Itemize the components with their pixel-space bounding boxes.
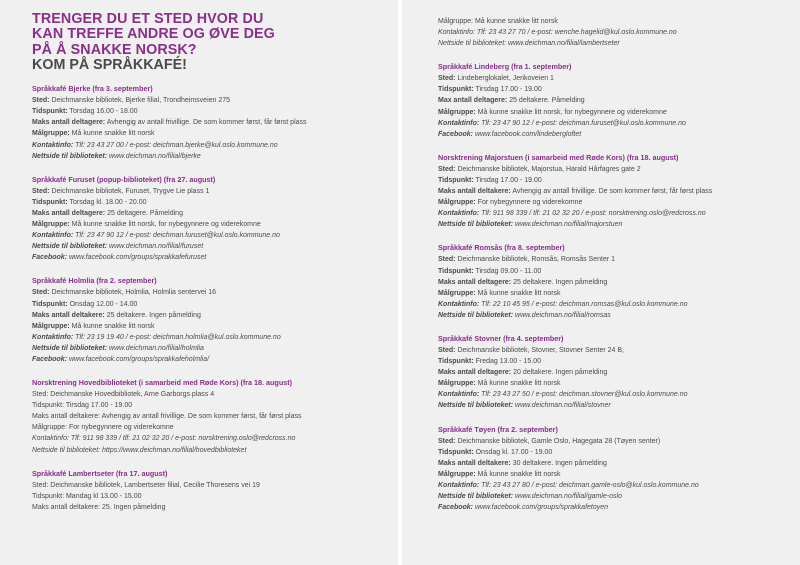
page-subheadline: KOM PÅ SPRÅKKAFÉ!	[32, 56, 187, 73]
entry-line-value: Torsdag kl. 18.00 - 20.00	[67, 198, 147, 206]
entry-line-label: Sted:	[438, 437, 456, 445]
entry-line	[438, 16, 790, 27]
entry-line-label: Facebook:	[32, 355, 68, 363]
entry-line	[32, 332, 384, 343]
entry-line	[32, 480, 384, 491]
entry-line	[32, 151, 384, 162]
entry-line-value: www.facebook.com/lindebergloftet	[473, 130, 582, 138]
entry-line-value: www.facebook.com/groups/sprakkafefuruset	[67, 254, 207, 262]
entry-line-label: Facebook:	[438, 130, 474, 138]
entry-line-value: Nettside til biblioteket: https://www.deichman.no/filial/hovedbiblioteket	[32, 446, 247, 454]
entry-line	[438, 118, 790, 129]
entry-line-value: Kontaktinfo: Tlf: 911 98 339 / tlf: 21 02 32 20 / e-post: norsktrening.oslo@redcross.no	[32, 435, 296, 443]
entry-line	[438, 447, 790, 458]
entry-line-label: Målgruppe:	[438, 199, 476, 207]
entry-line	[438, 288, 790, 299]
entry-line	[438, 266, 790, 277]
entry-line-label: Maks antall deltagere:	[438, 369, 512, 377]
entry-line	[32, 422, 384, 433]
entry-line	[438, 38, 790, 49]
entry-title: Språkkafé Stovner (fra 4. september)	[438, 333, 564, 343]
entry-line-value: 25 deltakere. Ingen påmelding	[511, 278, 608, 286]
entry-title: Språkkafé Romsås (fra 8. september)	[438, 243, 565, 253]
headline-line: PÅ Å SNAKKE NORSK?	[32, 41, 197, 58]
cafe-entry	[438, 152, 790, 231]
right-entry-list	[438, 16, 790, 513]
entry-line-label: Facebook:	[438, 504, 474, 512]
entry-line-value: Tlf: 23 43 27 50 / e-post: deichman.stovner@kul.oslo.kommune.no	[479, 391, 688, 399]
entry-line-value: Deichmanske bibliotek, Furuset, Trygve Lie plass 1	[49, 187, 210, 195]
entry-line-label: Målgruppe:	[438, 380, 476, 388]
entry-line-label: Maks antall deltakere:	[438, 188, 511, 196]
entry-line	[438, 389, 790, 400]
entry-line-value: 25 deltakere. Påmelding	[507, 97, 585, 105]
entry-line-value: Onsdag 12.00 - 14.00	[67, 300, 138, 308]
entry-title: Norsktrening Hovedbiblioteket (i samarbeid med Røde Kors) (fra 18. august)	[32, 378, 292, 388]
headline-line: KAN TREFFE ANDRE OG ØVE DEG	[32, 26, 275, 43]
entry-line-value: Sted: Deichmanske Hovedbibliotek, Arne Garborgs plass 4	[32, 391, 215, 399]
entry-line-value: Maks antall deltakere: Avhengig av antall frivillige. De som kommer først, får først plass	[32, 413, 302, 421]
entry-line-value: Tlf: 23 19 19 40 / e-post: deichman.holmlia@kul.oslo.kommune.no	[73, 333, 281, 341]
cafe-entry	[32, 468, 384, 513]
entry-line-value: Må kunne snakke litt norsk, for nybegynnere og viderekomne	[475, 108, 667, 116]
entry-line-label: Max antall deltagere:	[438, 97, 508, 105]
entry-line	[32, 230, 384, 241]
entry-line-value: 25 deltagere. Påmelding	[105, 209, 183, 217]
entry-line-label: Maks antall deltakere:	[438, 459, 511, 467]
entry-line-label: Nettside til biblioteket:	[438, 402, 514, 410]
entry-line-value: Tlf: 22 10 45 95 / e-post: deichman.romsas@kul.oslo.kommune.no	[479, 300, 688, 308]
left-entry-list	[32, 83, 384, 513]
entry-line-label: Målgruppe:	[438, 470, 476, 478]
entry-line-value: www.deichman.no/filial/romsas	[513, 311, 611, 319]
cafe-entry	[438, 333, 790, 412]
entry-line	[32, 186, 384, 197]
entry-line	[438, 277, 790, 288]
entry-line-value: www.deichman.no/filial/majorstuen	[513, 221, 623, 229]
entry-line	[32, 287, 384, 298]
cafe-entry	[438, 16, 790, 49]
cafe-entry	[32, 377, 384, 456]
entry-line	[438, 219, 790, 230]
entry-line-value: Må kunne snakke litt norsk	[69, 130, 155, 138]
cafe-entry	[438, 61, 790, 140]
entry-line-value: Må kunne snakke litt norsk	[475, 470, 561, 478]
entry-line-label: Nettside til biblioteket:	[438, 493, 514, 500]
entry-line	[438, 175, 790, 186]
entry-title: Språkkafé Lindeberg (fra 1. september)	[438, 62, 572, 72]
entry-line	[438, 107, 790, 118]
entry-line	[438, 491, 790, 502]
entry-line	[438, 73, 790, 84]
entry-line	[438, 164, 790, 175]
entry-line-label: Kontaktinfo:	[32, 333, 74, 341]
entry-line	[32, 310, 384, 321]
entry-line	[32, 117, 384, 128]
entry-line-label: Kontaktinfo:	[438, 391, 480, 399]
entry-line	[32, 252, 384, 263]
entry-line-label: Målgruppe:	[32, 221, 70, 229]
entry-line	[32, 197, 384, 208]
entry-line-label: Nettside til biblioteket:	[32, 243, 108, 251]
entry-line	[438, 367, 790, 378]
entry-line-label: Kontaktinfo:	[438, 210, 480, 218]
entry-line-value: Tlf: 911 98 339 / tlf: 21 02 32 20 / e-post: norsktrening.oslo@redcross.no	[479, 210, 706, 218]
entry-line-label: Kontaktinfo:	[438, 481, 480, 489]
entry-line-label: Tidspunkt:	[438, 176, 474, 184]
entry-line-value: Målgruppe: For nybegynnere og viderekomne	[32, 424, 174, 432]
left-column	[32, 12, 384, 525]
entry-line-value: www.deichman.no/filial/furuset	[107, 243, 204, 251]
cafe-entry	[32, 174, 384, 264]
entry-line-value: Tidspunkt: Mandag kl 13.00 - 15.00	[32, 492, 142, 500]
entry-line-value: Må kunne snakke litt norsk	[69, 322, 155, 330]
entry-line-value: Onsdag kl. 17.00 - 19.00	[473, 448, 553, 456]
entry-line-value: Målgruppe: Må kunne snakke litt norsk	[438, 18, 558, 25]
entry-line-label: Nettside til biblioteket:	[32, 152, 108, 160]
entry-line-value: Avhengig av antall frivillige. De som kommer først, får først plass	[105, 119, 307, 127]
entry-line	[32, 411, 384, 422]
entry-line-label: Tidspunkt:	[438, 86, 474, 94]
entry-title: Språkkafé Lambertseter (fra 17. august)	[32, 468, 168, 478]
entry-line-value: Tirsdag 17.00 - 19.00	[473, 176, 542, 184]
entry-line-value: Må kunne snakke litt norsk, for nybegynnere og viderekomne	[69, 221, 261, 229]
entry-line-value: 20 deltakere. Ingen påmelding	[511, 369, 608, 377]
entry-line	[438, 458, 790, 469]
cafe-entry	[32, 275, 384, 365]
entry-line	[32, 389, 384, 400]
entry-line-value: 30 deltakere. Ingen påmelding	[510, 459, 607, 467]
entry-line-value: Må kunne snakke litt norsk	[475, 289, 561, 297]
entry-line-label: Nettside til biblioteket:	[438, 311, 514, 319]
entry-line-label: Facebook:	[32, 254, 68, 262]
entry-line	[438, 27, 790, 38]
entry-line-value: 25 deltakere. Ingen påmelding	[104, 311, 201, 319]
entry-line	[32, 208, 384, 219]
entry-line-value: Torsdag 16.00 - 18.00	[67, 108, 138, 116]
entry-line-label: Tidspunkt:	[32, 300, 68, 308]
entry-line	[438, 299, 790, 310]
entry-line	[32, 343, 384, 354]
entry-line-label: Sted:	[32, 97, 50, 105]
entry-line-value: Må kunne snakke litt norsk	[475, 380, 561, 388]
entry-line-value: Maks antall deltakere: 25. Ingen påmelding	[32, 503, 166, 511]
entry-line	[438, 310, 790, 321]
entry-line-label: Kontaktinfo:	[438, 119, 480, 127]
entry-line-value: Tlf: 23 47 90 12 / e-post: deichman.furuset@kul.oslo.kommune.no	[73, 232, 280, 240]
entry-line-value: Tirsdag 17.00 - 19.00	[473, 86, 542, 94]
entry-line-value: Avhengig av antall frivillige. De som kommer først, får først plass	[510, 188, 713, 196]
entry-line	[438, 436, 790, 447]
entry-line-label: Sted:	[438, 75, 456, 83]
entry-line-value: Deichmanske bibliotek, Gamle Oslo, Hagegata 28 (Tøyen senter)	[455, 437, 661, 445]
entry-line	[438, 208, 790, 219]
entry-line-label: Maks antall deltagere:	[438, 278, 512, 286]
entry-line	[32, 299, 384, 310]
entry-line-label: Tidspunkt:	[32, 108, 68, 116]
entry-line	[32, 354, 384, 365]
entry-line-label: Kontaktinfo:	[32, 141, 74, 149]
cafe-entry	[438, 424, 790, 514]
headline-line: TRENGER DU ET STED HVOR DU	[32, 11, 264, 27]
entry-line-value: www.deichman.no/filial/bjerke	[107, 152, 201, 160]
cafe-entry	[32, 83, 384, 162]
entry-line-value: Deichmanske bibliotek, Majorstua, Harald Hårfagres gate 2	[455, 165, 641, 173]
entry-line-label: Tidspunkt:	[32, 198, 68, 206]
entry-line-value: www.deichman.no/filial/holmlia	[107, 344, 204, 352]
entry-line	[438, 480, 790, 491]
entry-line	[438, 469, 790, 480]
entry-line-label: Nettside til biblioteket:	[32, 344, 108, 352]
entry-line-value: Tlf: 23 43 27 80 / e-post: deichman.gamle-oslo@kul.oslo.kommune.no	[479, 481, 699, 489]
entry-line-value: Deichmanske bibliotek, Stovner, Stovner Senter 24 B,	[455, 346, 624, 354]
entry-line-value: Tidspunkt: Tirsdag 17.00 - 19.00	[32, 402, 133, 410]
entry-line	[438, 84, 790, 95]
entry-line-value: Tlf: 23 47 90 12 / e-post: deichman.furuset@kul.oslo.kommune.no	[479, 119, 686, 127]
entry-line	[32, 321, 384, 332]
entry-line	[438, 356, 790, 367]
entry-line-value: Deichmanske bibliotek, Romsås, Romsås Senter 1	[455, 256, 616, 264]
entry-line-label: Målgruppe:	[438, 289, 476, 297]
entry-line	[32, 106, 384, 117]
entry-line-label: Tidspunkt:	[438, 448, 474, 456]
entry-line-label: Sted:	[438, 256, 456, 264]
entry-line-label: Kontaktinfo:	[438, 300, 480, 308]
entry-line	[438, 95, 790, 106]
entry-title: Språkkafé Bjerke (fra 3. september)	[32, 84, 153, 94]
entry-line-value: Kontaktinfo: Tlf: 23 43 27 70 / e-post: wenche.hagelid@kul.oslo.kommune.no	[438, 29, 677, 37]
entry-line	[438, 400, 790, 411]
entry-line-label: Målgruppe:	[32, 130, 70, 138]
entry-line-label: Nettside til biblioteket:	[438, 221, 514, 229]
entry-line-label: Sted:	[438, 165, 456, 173]
entry-line	[438, 254, 790, 265]
entry-line-value: For nybegynnere og viderekomne	[475, 199, 583, 207]
entry-title: Språkkafé Holmlia (fra 2. september)	[32, 276, 157, 286]
left-page	[0, 0, 398, 565]
entry-line-label: Tidspunkt:	[438, 358, 474, 366]
entry-line	[32, 433, 384, 444]
entry-line-value: Sted: Deichmanske bibliotek, Lambertseter filial, Cecilie Thoresens vei 19	[32, 481, 260, 489]
entry-line-label: Sted:	[32, 187, 50, 195]
entry-line-value: Tirsdag 09.00 - 11.00	[473, 267, 542, 275]
entry-line-label: Tidspunkt:	[438, 267, 474, 275]
entry-line	[438, 129, 790, 140]
entry-line-label: Målgruppe:	[32, 322, 70, 330]
entry-line-label: Maks antall deltakere:	[32, 311, 105, 319]
entry-line-value: Deichmanske bibliotek, Bjerke filial, Trondheimsveien 275	[49, 97, 231, 105]
entry-title: Språkkafé Tøyen (fra 2. september)	[438, 424, 558, 434]
entry-line	[32, 128, 384, 139]
right-page	[402, 0, 800, 565]
entry-line	[32, 445, 384, 456]
entry-line-value: www.deichman.no/filial/gamle-oslo	[513, 493, 622, 500]
entry-line-value: Fredag 13.00 - 15.00	[473, 358, 541, 366]
entry-line-label: Maks antall deltagere:	[32, 119, 106, 127]
entry-line	[32, 502, 384, 513]
entry-line	[32, 241, 384, 252]
right-column	[438, 16, 790, 525]
entry-line	[32, 491, 384, 502]
entry-line-value: Tlf: 23 43 27 00 / e-post: deichman.bjerke@kul.oslo.kommune.no	[73, 141, 278, 149]
entry-line-label: Målgruppe:	[438, 108, 476, 116]
entry-line-label: Kontaktinfo:	[32, 232, 74, 240]
entry-line	[32, 95, 384, 106]
entry-line	[32, 400, 384, 411]
entry-line-label: Sted:	[32, 289, 50, 297]
entry-line-label: Sted:	[438, 346, 456, 354]
cafe-entry	[438, 242, 790, 321]
entry-title: Språkkafé Furuset (popup-biblioteket) (fra 27. august)	[32, 174, 216, 184]
entry-line	[438, 345, 790, 356]
entry-line-value: www.facebook.com/groups/sprakkafeholmlia/	[67, 355, 210, 363]
entry-line-label: Maks antall deltagere:	[32, 209, 106, 217]
entry-line-value: Nettside til biblioteket: www.deichman.no/filial/lambertseter	[438, 40, 620, 48]
entry-line-value: www.facebook.com/groups/sprakkafetoyen	[473, 504, 609, 512]
page-headline	[32, 12, 384, 58]
entry-line-value: Deichmanske bibliotek, Holmlia, Holmlia sentervei 16	[49, 289, 217, 297]
entry-line	[32, 219, 384, 230]
entry-line	[438, 502, 790, 513]
entry-line	[438, 197, 790, 208]
entry-line	[32, 140, 384, 151]
entry-line	[438, 186, 790, 197]
entry-title: Norsktrening Majorstuen (i samarbeid med Røde Kors) (fra 18. august)	[438, 152, 679, 162]
entry-line-value: www.deichman.no/filial/stovner	[513, 402, 611, 410]
entry-line	[438, 378, 790, 389]
entry-line-value: Lindeberglokalet, Jerikoveien 1	[455, 75, 554, 83]
